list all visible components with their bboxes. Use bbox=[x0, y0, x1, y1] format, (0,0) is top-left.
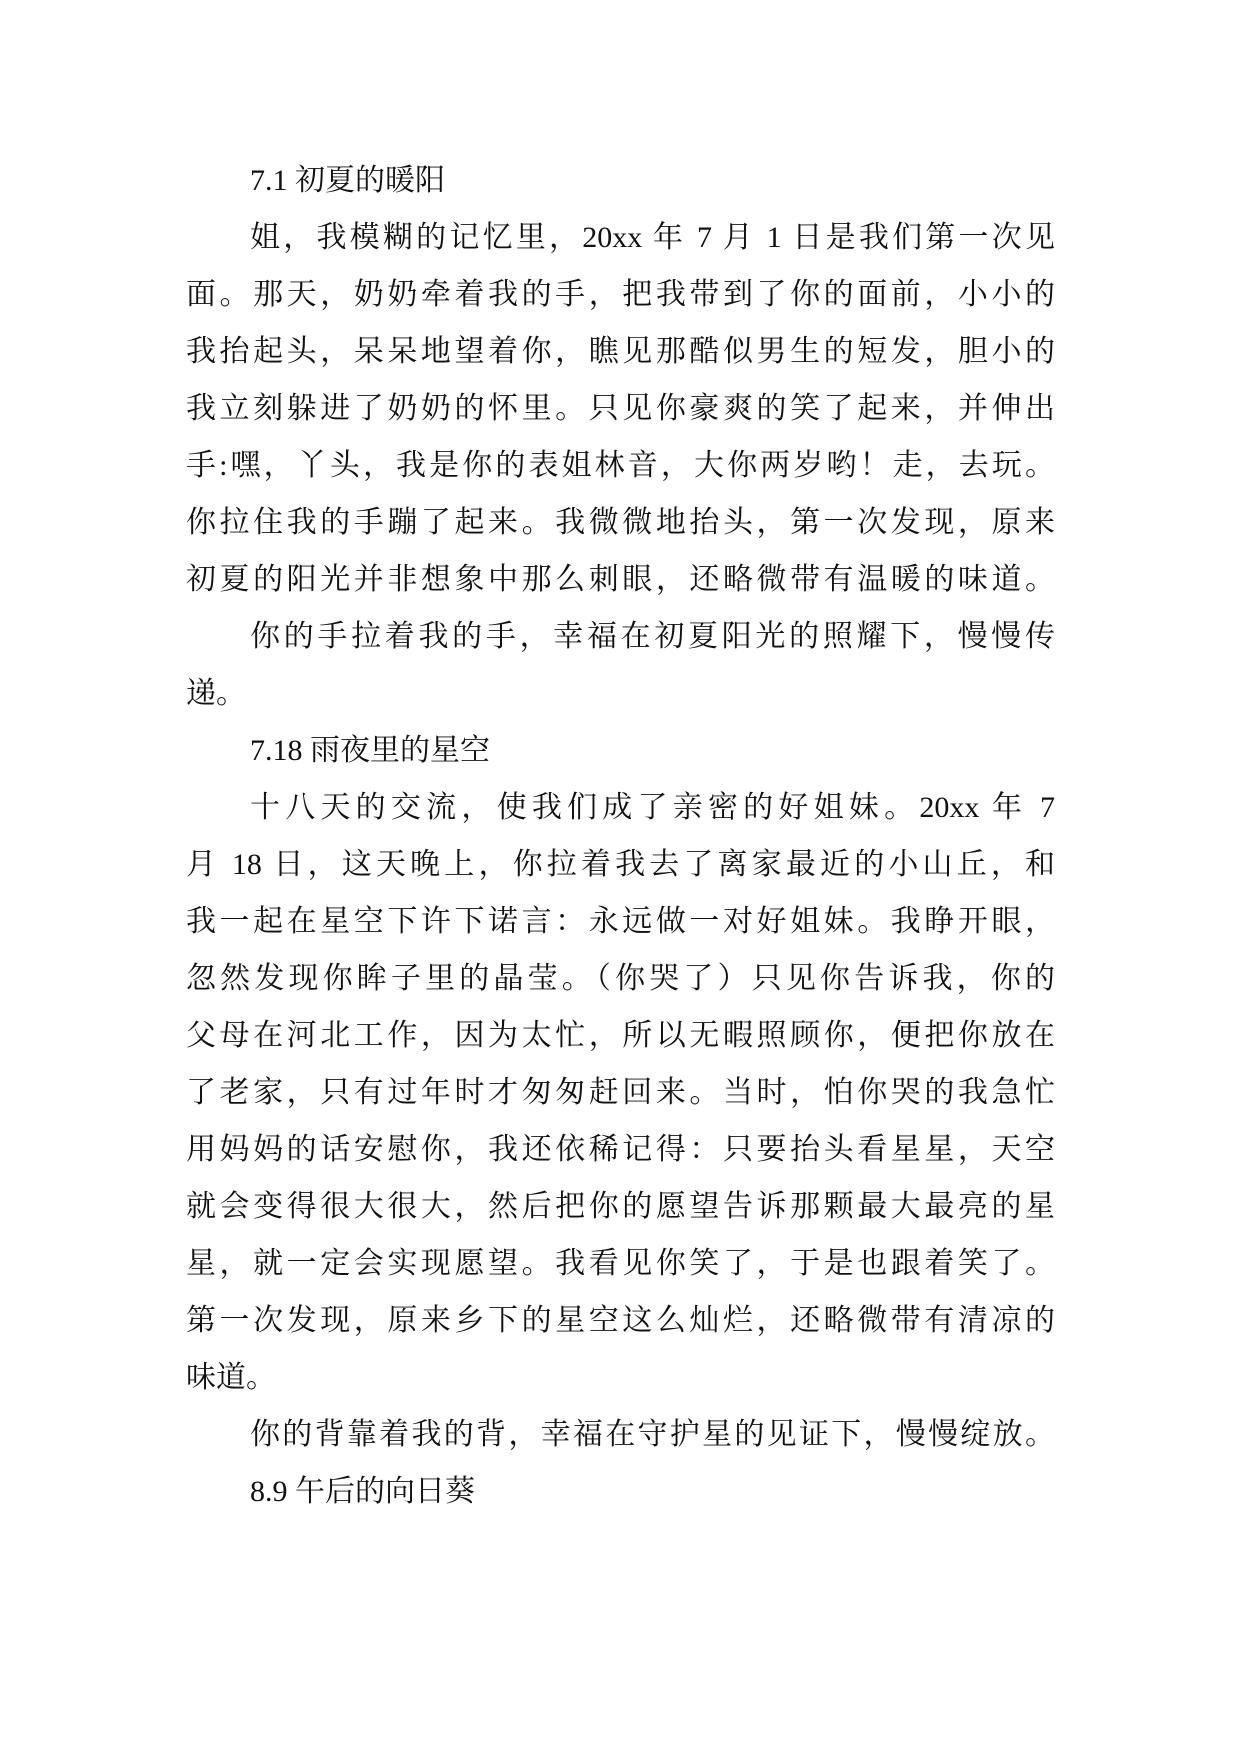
paragraph-line: 味道。 bbox=[186, 1361, 276, 1394]
paragraph-line: 父母在河北工作，因为太忙，所以无暇照顾你，便把你放在 bbox=[186, 1019, 1055, 1052]
section bbox=[186, 722, 1055, 1463]
paragraph-line: 面。那天，奶奶牵着我的手，把我带到了你的面前，小小的 bbox=[186, 278, 1055, 311]
paragraph bbox=[186, 209, 1055, 608]
paragraph-line: 了老家，只有过年时才匆匆赶回来。当时，怕你哭的我急忙 bbox=[186, 1076, 1055, 1109]
paragraph-line: 手:嘿，丫头，我是你的表姐林音，大你两岁哟！走，去玩。 bbox=[186, 449, 1055, 482]
paragraph-line: 十八天的交流，使我们成了亲密的好姐妹。20xx 年 7 bbox=[250, 791, 1055, 824]
paragraph bbox=[186, 608, 1055, 722]
paragraph-line: 姐，我模糊的记忆里，20xx 年 7 月 1 日是我们第一次见 bbox=[250, 221, 1055, 254]
section bbox=[186, 1463, 1055, 1520]
paragraph bbox=[186, 1406, 1055, 1463]
paragraph-line: 我抬起头，呆呆地望着你，瞧见那酷似男生的短发，胆小的 bbox=[186, 335, 1055, 368]
paragraph-line: 你的手拉着我的手，幸福在初夏阳光的照耀下，慢慢传 bbox=[250, 620, 1055, 653]
paragraph-line: 你的背靠着我的背，幸福在守护星的见证下，慢慢绽放。 bbox=[250, 1418, 1055, 1451]
paragraph-line: 忽然发现你眸子里的晶莹。（你哭了）只见你告诉我，你的 bbox=[186, 962, 1055, 995]
paragraph-line: 我一起在星空下许下诺言：永远做一对好姐妹。我睁开眼， bbox=[186, 905, 1055, 938]
section-heading: 7.18 雨夜里的星空 bbox=[250, 734, 490, 767]
document-body bbox=[186, 152, 1055, 1520]
paragraph-line: 你拉住我的手蹦了起来。我微微地抬头，第一次发现，原来 bbox=[186, 506, 1055, 539]
paragraph-line: 月 18 日，这天晚上，你拉着我去了离家最近的小山丘，和 bbox=[186, 848, 1055, 881]
paragraph bbox=[186, 779, 1055, 1406]
paragraph-line: 初夏的阳光并非想象中那么刺眼，还略微带有温暖的味道。 bbox=[186, 563, 1055, 596]
paragraph-line: 星，就一定会实现愿望。我看见你笑了，于是也跟着笑了。 bbox=[186, 1247, 1055, 1280]
paragraph-line: 递。 bbox=[186, 677, 246, 710]
paragraph-line: 第一次发现，原来乡下的星空这么灿烂，还略微带有清凉的 bbox=[186, 1304, 1055, 1337]
section-heading: 8.9 午后的向日葵 bbox=[250, 1475, 475, 1508]
section bbox=[186, 152, 1055, 722]
paragraph-line: 用妈妈的话安慰你，我还依稀记得：只要抬头看星星，天空 bbox=[186, 1133, 1055, 1166]
section-heading: 7.1 初夏的暖阳 bbox=[250, 164, 445, 197]
paragraph-line: 就会变得很大很大，然后把你的愿望告诉那颗最大最亮的星 bbox=[186, 1190, 1055, 1223]
paragraph-line: 我立刻躲进了奶奶的怀里。只见你豪爽的笑了起来，并伸出 bbox=[186, 392, 1055, 425]
